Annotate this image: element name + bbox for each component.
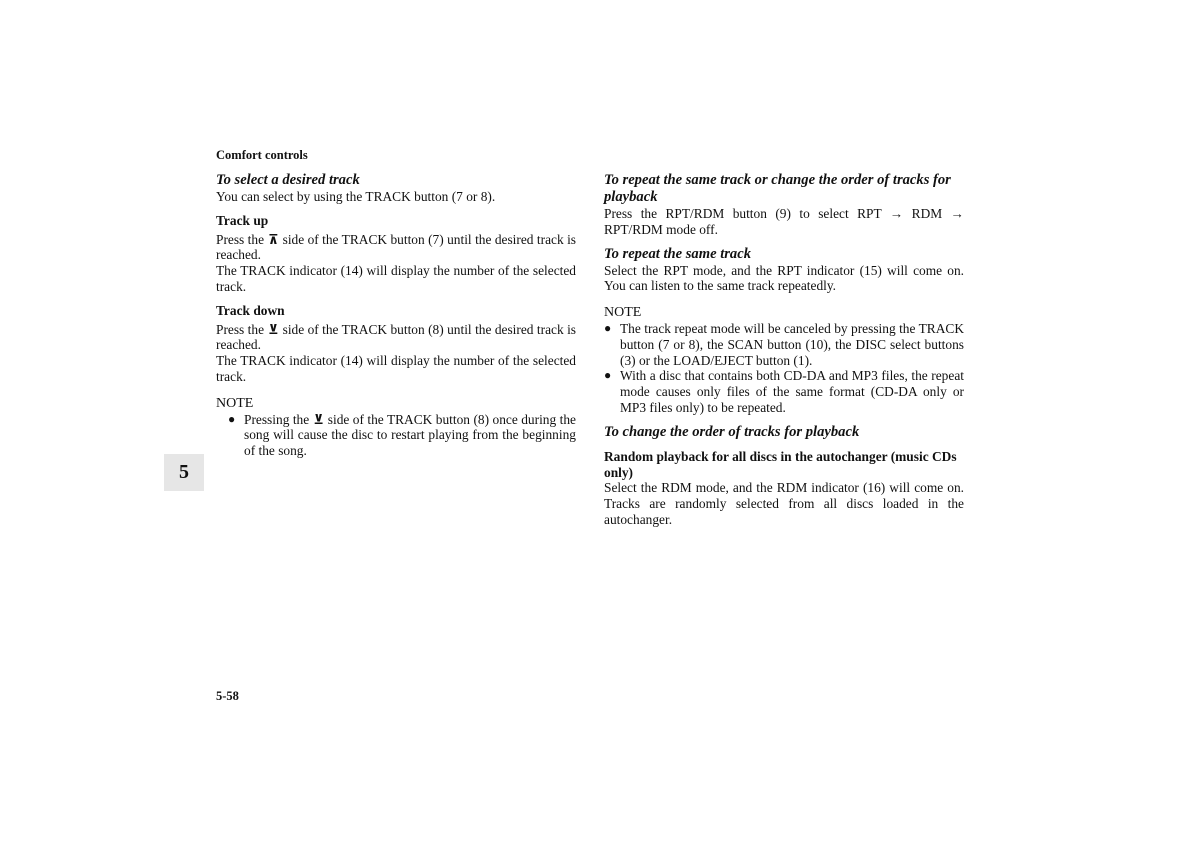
- random-playback-heading: Random playback for all discs in the autochanger (music CDs only): [604, 448, 957, 480]
- repeat-track-title: To repeat the same track: [604, 245, 752, 262]
- note-label: NOTE: [604, 305, 642, 321]
- left-column: [216, 172, 576, 459]
- repeat-track-paragraph: Select the RPT mode, and the RPT indicator (15) will come on. You can listen to the same track repeatedly.: [604, 262, 964, 294]
- right-column: [604, 172, 964, 528]
- track-up-paragraph: Press the ⊼ side of the TRACK button (7) until the desired track is reached.: [216, 231, 577, 263]
- bullet-icon: ●: [228, 411, 236, 426]
- note-bullet-item: ● With a disc that contains both CD-DA and MP3 files, the repeat mode causes only files of the same format (CD-DA only or MP3 files only) to be repeated.: [604, 368, 964, 415]
- chapter-tab: 5: [164, 454, 204, 491]
- repeat-order-title: To repeat the same track or change the order of tracks for playback: [604, 172, 951, 205]
- note-bullet-item: ● Pressing the ⊻ side of the TRACK button (8) once during the song will cause the disc to restart playing from the beginning of the song.: [228, 411, 576, 459]
- track-up-heading: Track up: [216, 212, 269, 228]
- track-down-indicator-text: The TRACK indicator (14) will display the number of the selected track.: [216, 353, 576, 384]
- bullet-icon: ●: [604, 320, 612, 335]
- select-track-title: To select a desired track: [216, 172, 360, 188]
- section-header: Comfort controls: [216, 148, 308, 162]
- track-up-icon: ⊼: [268, 232, 279, 248]
- select-track-intro: You can select by using the TRACK button (7 or 8).: [216, 189, 496, 204]
- track-down-icon: ⊻: [268, 322, 279, 338]
- repeat-order-intro: Press the RPT/RDM button (9) to select RPT → RDM → RPT/RDM mode off.: [604, 206, 964, 237]
- track-down-icon: ⊻: [313, 412, 324, 428]
- track-down-paragraph: Press the ⊻ side of the TRACK button (8) until the desired track is reached.: [216, 321, 577, 353]
- note-label: NOTE: [216, 395, 254, 411]
- track-up-indicator-text: The TRACK indicator (14) will display the number of the selected track.: [216, 263, 576, 294]
- track-down-heading: Track down: [216, 302, 285, 318]
- change-order-title: To change the order of tracks for playback: [604, 423, 860, 440]
- note-bullet-item: ● The track repeat mode will be canceled by pressing the TRACK button (7 or 8), the SCAN button (10), the DISC select buttons (3) or the LOAD/EJECT button (1).: [604, 320, 964, 368]
- bullet-icon: ●: [604, 368, 612, 383]
- page-number: 5-58: [216, 689, 239, 703]
- random-playback-paragraph: Select the RDM mode, and the RDM indicator (16) will come on. Tracks are randomly selected from all discs loaded in the autochanger.: [604, 480, 964, 527]
